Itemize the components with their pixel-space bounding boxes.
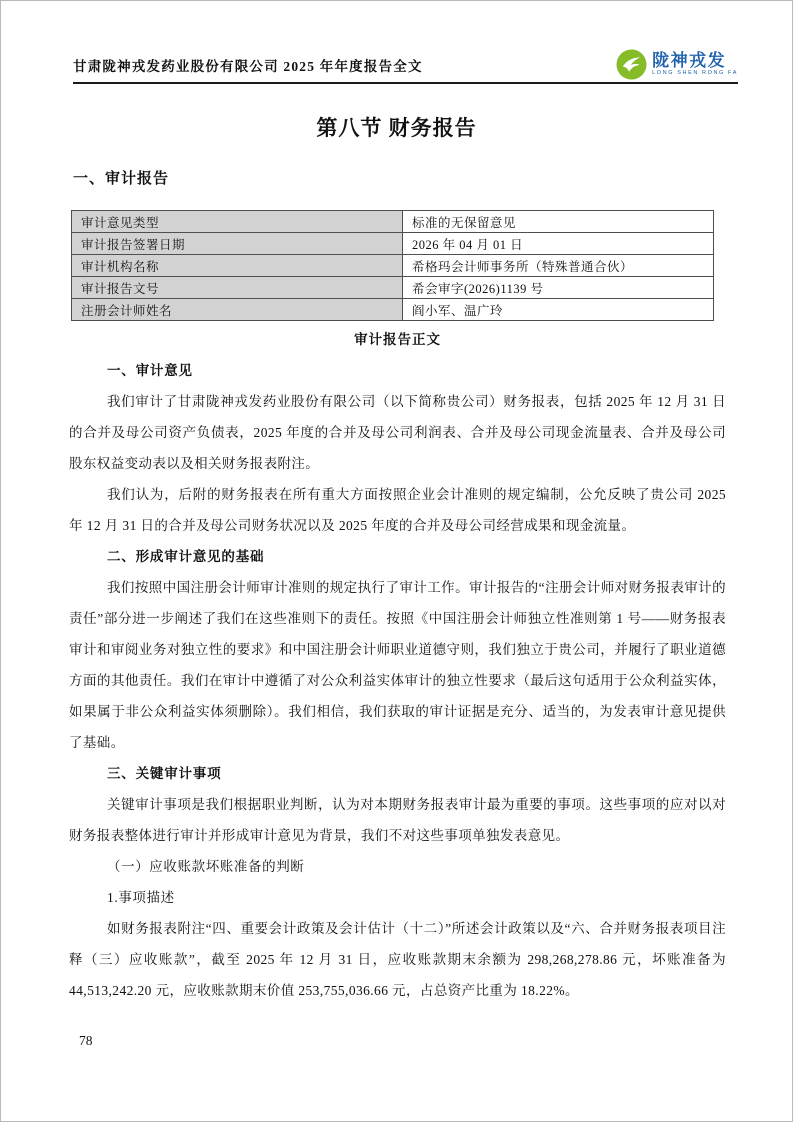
logo-bird-icon	[616, 49, 647, 80]
table-row	[72, 211, 714, 233]
audit-firm-name-value: 希格玛会计师事务所（特殊普通合伙）	[403, 255, 714, 277]
logo-text-block	[652, 52, 738, 77]
logo-company-name-latin: LONG SHEN RONG FA	[652, 70, 738, 77]
cpa-names-label: 注册会计师姓名	[72, 299, 403, 321]
audit-opinion-type-label: 审计意见类型	[72, 211, 403, 233]
heading-basis-for-opinion: 二、形成审计意见的基础	[107, 549, 265, 564]
audit-firm-name-label: 审计机构名称	[72, 255, 403, 277]
table-row	[72, 299, 714, 321]
document-title: 第八节 财务报告	[316, 116, 477, 140]
subheading-receivables-bad-debt: （一）应收账款坏账准备的判断	[107, 859, 305, 874]
subheading-matter-description: 1.事项描述	[107, 890, 175, 905]
heading-key-audit-matters: 三、关键审计事项	[107, 766, 222, 781]
company-logo	[616, 49, 738, 80]
table-row	[72, 277, 714, 299]
paragraph-audit-opinion-2: 我们认为，后附的财务报表在所有重大方面按照企业会计准则的规定编制，公允反映了贵公司 2025 年 12 月 31 日的合并及母公司财务状况以及 2025 年度的合并及母公司经营成果和现金流量。	[69, 487, 726, 533]
cpa-names-value: 阎小军、温广玲	[403, 299, 714, 321]
heading-audit-opinion: 一、审计意见	[107, 363, 193, 378]
logo-company-name: 陇神戎发	[652, 51, 727, 71]
paragraph-key-audit-matters: 关键审计事项是我们根据职业判断，认为对本期财务报表审计最为重要的事项。这些事项的应对以对财务报表整体进行审计并形成审计意见为背景，我们不对这些事项单独发表意见。	[69, 797, 726, 843]
body-title: 审计报告正文	[354, 332, 441, 347]
page-number: 78	[79, 1033, 93, 1048]
section-heading-audit-report: 一、审计报告	[73, 171, 170, 187]
audit-opinion-type-value: 标准的无保留意见	[403, 211, 714, 233]
header-report-title: 甘肃陇神戎发药业股份有限公司 2025 年年度报告全文	[73, 59, 423, 74]
paragraph-basis-for-opinion: 我们按照中国注册会计师审计准则的规定执行了审计工作。审计报告的“注册会计师对财务报表审计的责任”部分进一步阐述了我们在这些准则下的责任。按照《中国注册会计师独立性准则第 1 号——财务报表审计和审阅业务对独立性的要求》和中国注册会计师职业道德守则，我们独立于贵公司，并履行了职业道德方面的其他责任。我们在审计中遵循了对公众利益实体审计的独立性要求（最后这句适用于公众利益实体，如果属于非公众利益实体须删除）。我们相信，我们获取的审计证据是充分、适当的，为发表审计意见提供了基础。	[69, 580, 726, 750]
audit-report-date-label: 审计报告签署日期	[72, 233, 403, 255]
audit-report-number-label: 审计报告文号	[72, 277, 403, 299]
audit-report-date-value: 2026 年 04 月 01 日	[403, 233, 714, 255]
audit-report-number-value: 希会审字(2026)1139 号	[403, 277, 714, 299]
audit-report-body	[69, 324, 726, 1006]
table-row	[72, 233, 714, 255]
paragraph-audit-opinion-1: 我们审计了甘肃陇神戎发药业股份有限公司（以下简称贵公司）财务报表，包括 2025 年 12 月 31 日的合并及母公司资产负债表，2025 年度的合并及母公司利润表、合并及母公司现金流量表、合并及母公司股东权益变动表以及相关财务报表附注。	[69, 394, 726, 471]
audit-info-table	[71, 210, 714, 321]
paragraph-receivables-detail: 如财务报表附注“四、重要会计政策及会计估计（十二）”所述会计政策以及“六、合并财务报表项目注释（三）应收账款”，截至 2025 年 12 月 31 日，应收账款期末余额为 298,268,278.86 元，坏账准备为 44,513,242.20 元，应收账款期末价值 253,755,036.66 元，占总资产比重为 18.22%。	[69, 921, 726, 998]
page-header	[73, 43, 738, 84]
table-row	[72, 255, 714, 277]
